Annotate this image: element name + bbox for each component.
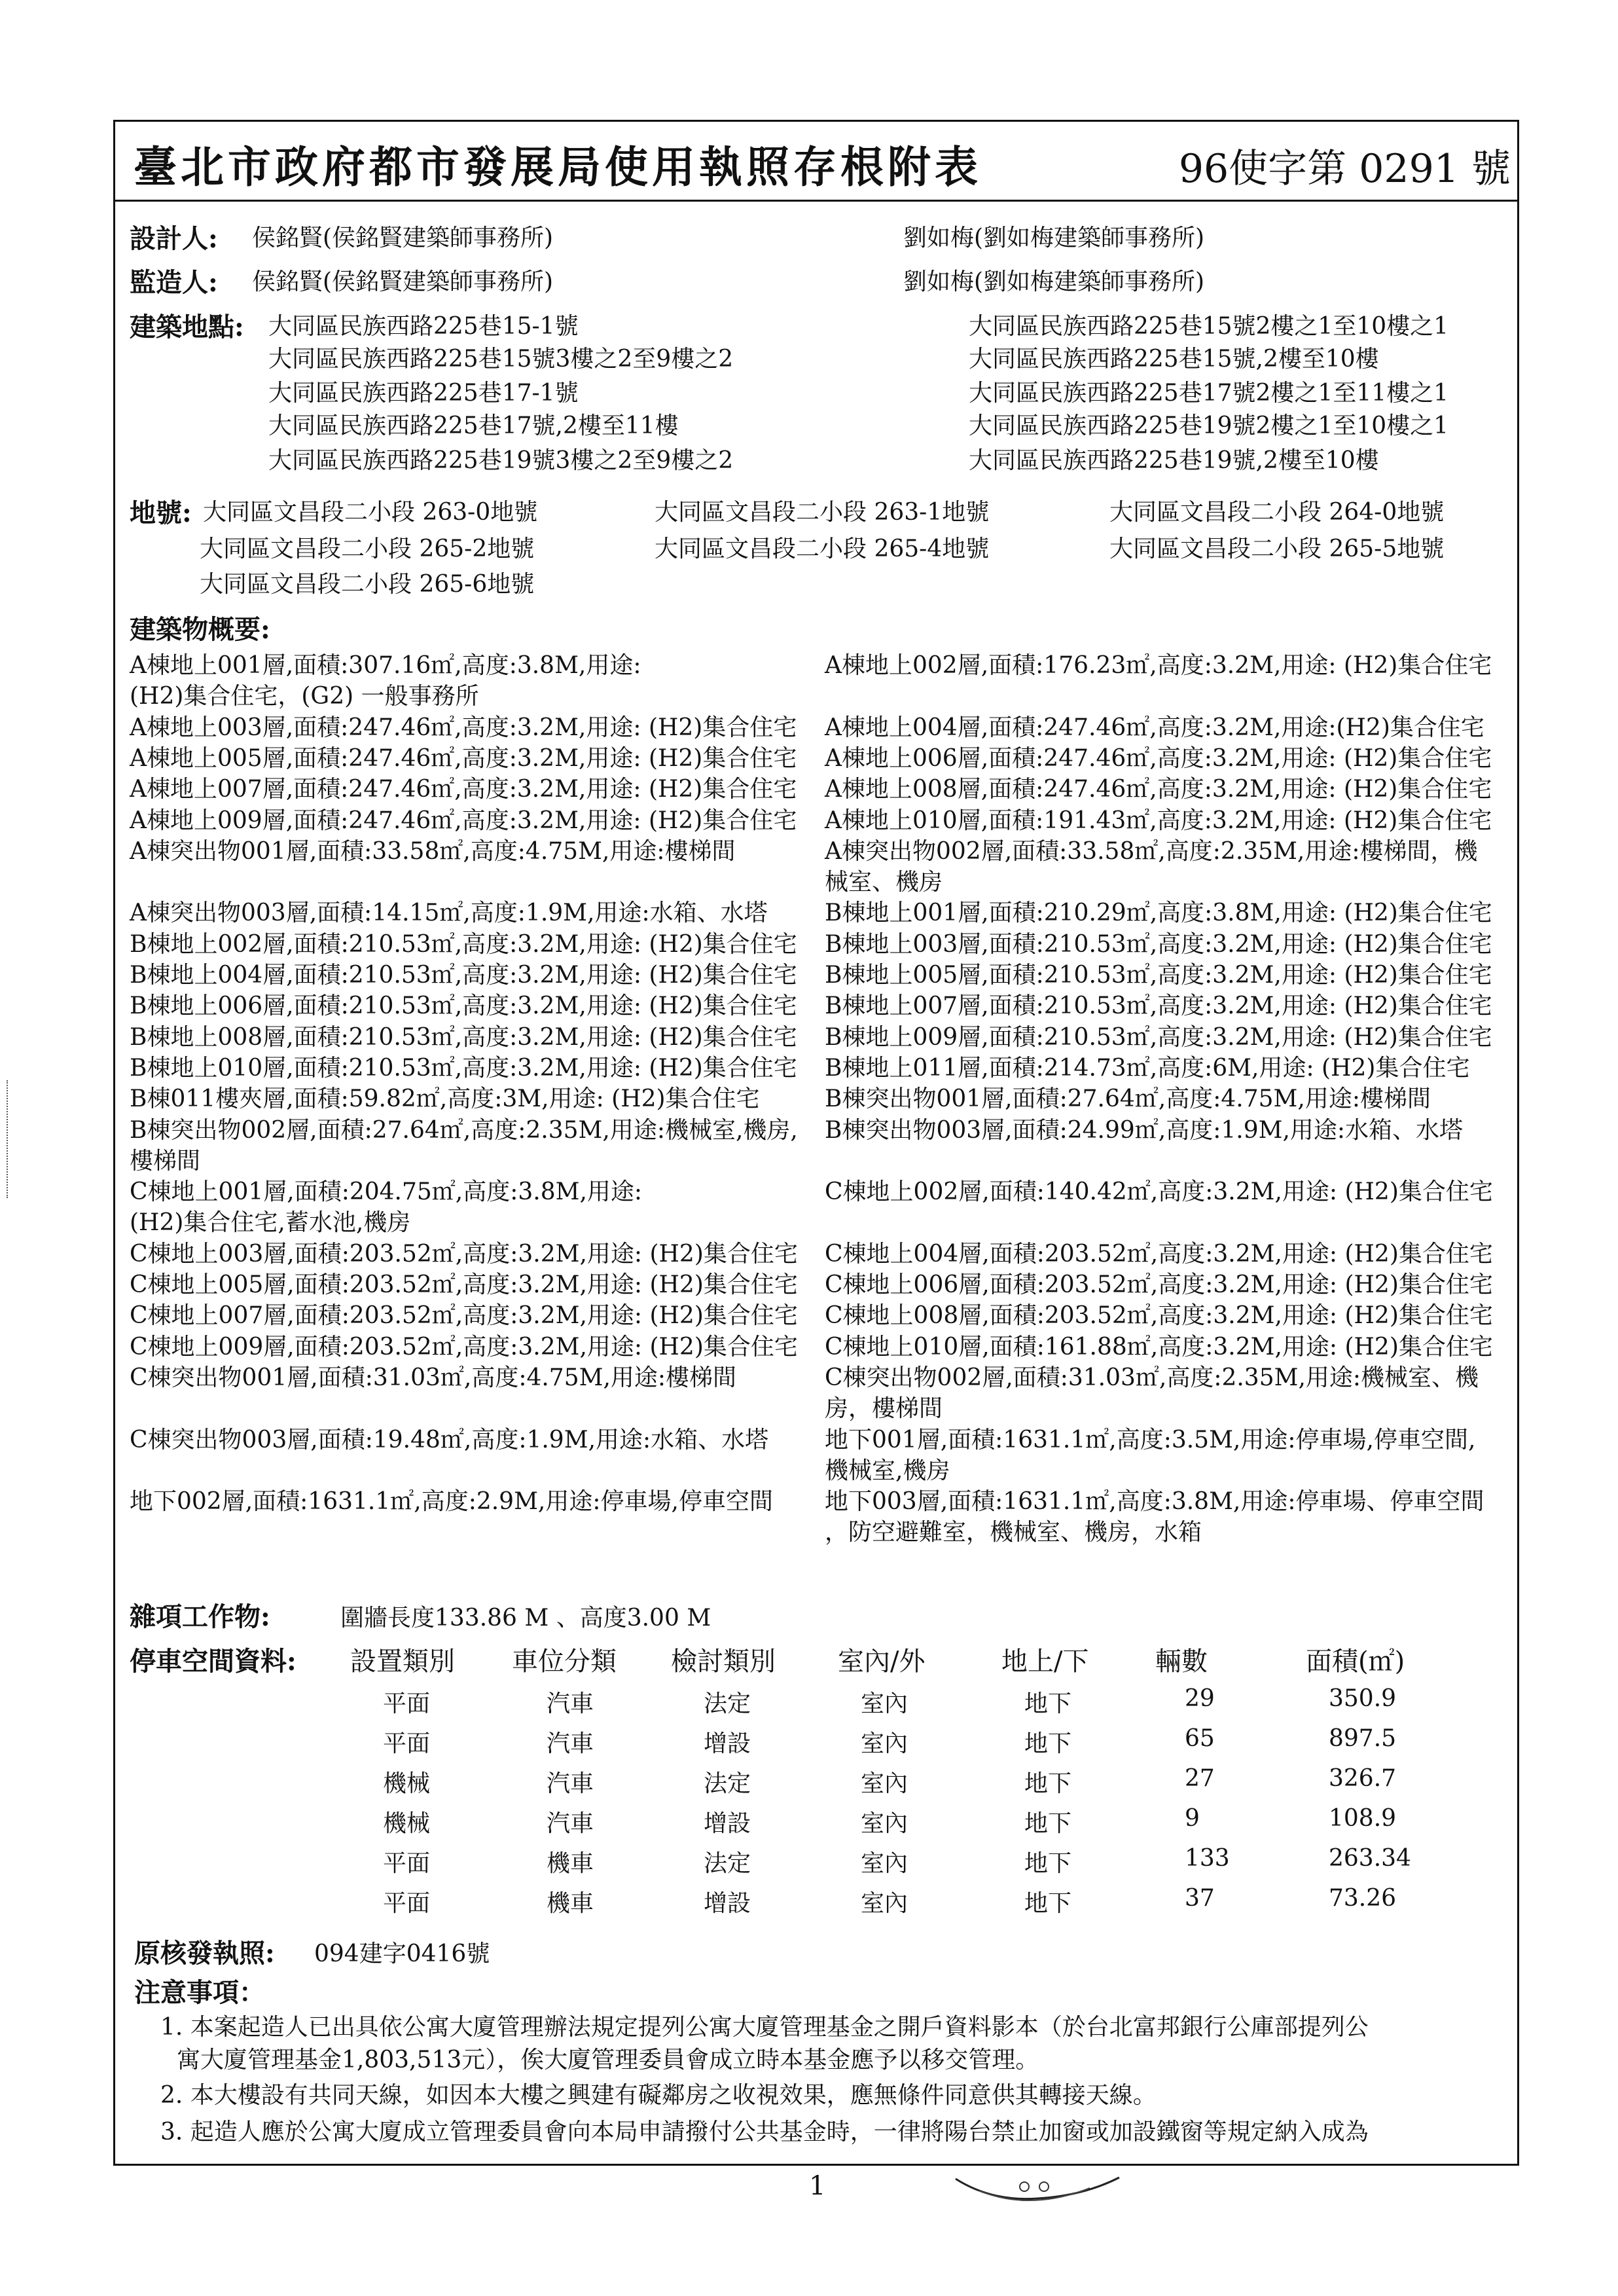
permit-number: 96使字第 0291 號 bbox=[1178, 146, 1511, 192]
overview-right-entry: ，防空避難室，機械室、機房，水箱 bbox=[825, 1519, 1202, 1546]
parking-cell: 地下 bbox=[1024, 1690, 1072, 1717]
overview-right-entry: C棟地上002層,面積:140.42㎡,高度:3.2M,用途: (H2)集合住宅 bbox=[825, 1178, 1493, 1206]
notes-label: 注意事項： bbox=[134, 1977, 265, 2008]
site-left-2: 大同區民族西路225巷15號3樓之2至9樓之2 bbox=[268, 346, 734, 373]
parking-cell: 增設 bbox=[704, 1730, 751, 1757]
overview-right-entry: 房，樓梯間 bbox=[825, 1395, 943, 1423]
overview-right-entry: A棟地上010層,面積:191.43㎡,高度:3.2M,用途: (H2)集合住宅 bbox=[825, 807, 1492, 834]
overview-right-entry: B棟地上005層,面積:210.53㎡,高度:3.2M,用途: (H2)集合住宅 bbox=[825, 962, 1492, 989]
parking-cell: 地下 bbox=[1024, 1730, 1072, 1757]
parking-cell: 29 bbox=[1185, 1685, 1215, 1712]
site-right-5: 大同區民族西路225巷19號,2樓至10樓 bbox=[969, 447, 1379, 474]
lot-item: 大同區文昌段二小段 265-5地號 bbox=[1109, 536, 1445, 562]
overview-right-entry: C棟地上004層,面積:203.52㎡,高度:3.2M,用途: (H2)集合住宅 bbox=[825, 1240, 1493, 1267]
overview-right-entry: A棟突出物002層,面積:33.58㎡,高度:2.35M,用途:樓梯間，機 bbox=[825, 837, 1478, 865]
parking-cell: 平面 bbox=[383, 1850, 431, 1877]
site-right-4: 大同區民族西路225巷19號2樓之1至10樓之1 bbox=[969, 412, 1449, 439]
overview-right-entry: 械室、機房 bbox=[825, 869, 943, 896]
overview-left-entry: A棟地上007層,面積:247.46㎡,高度:3.2M,用途: (H2)集合住宅 bbox=[130, 776, 797, 803]
overview-right-entry: 機械室,機房 bbox=[825, 1457, 950, 1484]
overview-right-entry: B棟地上003層,面積:210.53㎡,高度:3.2M,用途: (H2)集合住宅 bbox=[825, 930, 1492, 958]
lots-label: 地號: bbox=[130, 498, 192, 528]
parking-cell: 法定 bbox=[704, 1770, 751, 1797]
supervisor-right: 劉如梅(劉如梅建築師事務所) bbox=[903, 268, 1205, 295]
supervisor-left: 侯銘賢(侯銘賢建築師事務所) bbox=[252, 268, 554, 295]
parking-cell: 室內 bbox=[861, 1770, 908, 1797]
overview-right-entry: B棟地上007層,面積:210.53㎡,高度:3.2M,用途: (H2)集合住宅 bbox=[825, 993, 1492, 1020]
overview-right-entry: 地下003層,面積:1631.1㎡,高度:3.8M,用途:停車場、停車空間 bbox=[825, 1488, 1484, 1516]
site-label: 建築地點: bbox=[130, 312, 244, 342]
overview-right-entry: 地下001層,面積:1631.1㎡,高度:3.5M,用途:停車場,停車空間, bbox=[825, 1426, 1476, 1453]
parking-header-cell: 設置類別 bbox=[350, 1647, 455, 1677]
overview-left-entry: B棟地上006層,面積:210.53㎡,高度:3.2M,用途: (H2)集合住宅 bbox=[130, 993, 797, 1020]
parking-cell: 室內 bbox=[861, 1690, 908, 1717]
misc-value: 圍牆長度133.86 M 、高度3.00 M bbox=[340, 1605, 711, 1631]
lot-item: 大同區文昌段二小段 264-0地號 bbox=[1109, 499, 1445, 526]
overview-right-entry: A棟地上008層,面積:247.46㎡,高度:3.2M,用途: (H2)集合住宅 bbox=[825, 776, 1492, 803]
site-left-4: 大同區民族西路225巷17號,2樓至11樓 bbox=[268, 412, 679, 439]
overview-left-entry: A棟地上003層,面積:247.46㎡,高度:3.2M,用途: (H2)集合住宅 bbox=[130, 714, 797, 741]
overview-left-entry: C棟地上009層,面積:203.52㎡,高度:3.2M,用途: (H2)集合住宅 bbox=[130, 1333, 798, 1360]
parking-cell: 室內 bbox=[861, 1730, 908, 1757]
overview-left-entry: A棟地上005層,面積:247.46㎡,高度:3.2M,用途: (H2)集合住宅 bbox=[130, 744, 797, 772]
parking-cell: 汽車 bbox=[547, 1730, 594, 1757]
parking-cell: 平面 bbox=[383, 1730, 431, 1757]
margin-dotted-mark bbox=[7, 1080, 9, 1198]
overview-left-entry: B棟地上004層,面積:210.53㎡,高度:3.2M,用途: (H2)集合住宅 bbox=[130, 962, 797, 989]
overview-left-entry: (H2)集合住宅,蓄水池,機房 bbox=[130, 1209, 411, 1237]
overview-left-entry: B棟突出物002層,面積:27.64㎡,高度:2.35M,用途:機械室,機房, bbox=[130, 1116, 798, 1144]
site-right-1: 大同區民族西路225巷15號2樓之1至10樓之1 bbox=[969, 313, 1449, 340]
overview-right-entry: C棟地上006層,面積:203.52㎡,高度:3.2M,用途: (H2)集合住宅 bbox=[825, 1271, 1493, 1298]
overview-left-entry: B棟地上002層,面積:210.53㎡,高度:3.2M,用途: (H2)集合住宅 bbox=[130, 930, 797, 958]
parking-cell: 機車 bbox=[547, 1890, 594, 1917]
parking-cell: 37 bbox=[1185, 1885, 1215, 1912]
note-line: 1. 本案起造人已出具依公寓大廈管理辦法規定提列公寓大廈管理基金之開戶資料影本（於台北富邦銀行公庫部提列公 bbox=[160, 2014, 1369, 2041]
site-right-2: 大同區民族西路225巷15號,2樓至10樓 bbox=[969, 346, 1379, 373]
page-number: 1 bbox=[809, 2171, 826, 2201]
original-permit-label: 原核發執照: bbox=[134, 1938, 275, 1969]
site-left-5: 大同區民族西路225巷19號3樓之2至9樓之2 bbox=[268, 447, 734, 474]
parking-cell: 汽車 bbox=[547, 1770, 594, 1797]
title-row bbox=[115, 122, 1517, 202]
overview-left-entry: C棟突出物003層,面積:19.48㎡,高度:1.9M,用途:水箱、水塔 bbox=[130, 1426, 769, 1453]
parking-cell: 897.5 bbox=[1329, 1725, 1397, 1752]
parking-header-cell: 面積(㎡) bbox=[1306, 1647, 1405, 1677]
designer-left: 侯銘賢(侯銘賢建築師事務所) bbox=[252, 225, 554, 251]
overview-left-entry: C棟突出物001層,面積:31.03㎡,高度:4.75M,用途:樓梯間 bbox=[130, 1364, 737, 1391]
parking-cell: 65 bbox=[1185, 1725, 1215, 1752]
overview-left-entry: C棟地上007層,面積:203.52㎡,高度:3.2M,用途: (H2)集合住宅 bbox=[130, 1302, 798, 1330]
overview-left-entry: A棟突出物003層,面積:14.15㎡,高度:1.9M,用途:水箱、水塔 bbox=[130, 900, 768, 927]
lot-item: 大同區文昌段二小段 263-0地號 bbox=[203, 499, 538, 526]
overview-right-entry: C棟突出物002層,面積:31.03㎡,高度:2.35M,用途:機械室、機 bbox=[825, 1364, 1479, 1391]
overview-right-entry: C棟地上008層,面積:203.52㎡,高度:3.2M,用途: (H2)集合住宅 bbox=[825, 1302, 1493, 1330]
overview-left-entry: C棟地上001層,面積:204.75㎡,高度:3.8M,用途: bbox=[130, 1178, 643, 1206]
parking-header-cell: 地上/下 bbox=[1001, 1647, 1089, 1677]
parking-cell: 增設 bbox=[704, 1810, 751, 1837]
parking-cell: 133 bbox=[1185, 1845, 1230, 1872]
overview-left-entry: C棟地上003層,面積:203.52㎡,高度:3.2M,用途: (H2)集合住宅 bbox=[130, 1240, 798, 1267]
overview-left-entry: A棟突出物001層,面積:33.58㎡,高度:4.75M,用途:樓梯間 bbox=[130, 837, 736, 865]
overview-right-entry: B棟地上001層,面積:210.29㎡,高度:3.8M,用途: (H2)集合住宅 bbox=[825, 900, 1492, 927]
lot-item: 大同區文昌段二小段 263-1地號 bbox=[655, 499, 990, 526]
parking-cell: 機械 bbox=[383, 1770, 431, 1797]
original-permit-value: 094建字0416號 bbox=[314, 1941, 490, 1967]
overview-left-entry: (H2)集合住宅，(G2) 一般事務所 bbox=[130, 683, 479, 710]
overview-left-entry: 地下002層,面積:1631.1㎡,高度:2.9M,用途:停車場,停車空間 bbox=[130, 1488, 773, 1516]
note-line: 3. 起造人應於公寓大廈成立管理委員會向本局申請撥付公共基金時，一律將陽台禁止加窗或加設鐵窗等規定納入成為 bbox=[160, 2119, 1369, 2145]
overview-right-entry: B棟地上009層,面積:210.53㎡,高度:3.2M,用途: (H2)集合住宅 bbox=[825, 1023, 1492, 1051]
parking-cell: 平面 bbox=[383, 1690, 431, 1717]
site-left-3: 大同區民族西路225巷17-1號 bbox=[268, 380, 579, 407]
parking-cell: 室內 bbox=[861, 1810, 908, 1837]
misc-label: 雜項工作物: bbox=[130, 1601, 270, 1632]
parking-header-cell: 檢討類別 bbox=[671, 1647, 776, 1677]
overview-right-entry: A棟地上006層,面積:247.46㎡,高度:3.2M,用途: (H2)集合住宅 bbox=[825, 744, 1492, 772]
parking-cell: 平面 bbox=[383, 1890, 431, 1917]
parking-cell: 地下 bbox=[1024, 1850, 1072, 1877]
parking-header-cell: 車位分類 bbox=[512, 1647, 617, 1677]
overview-left-entry: C棟地上005層,面積:203.52㎡,高度:3.2M,用途: (H2)集合住宅 bbox=[130, 1271, 798, 1298]
overview-right-entry: B棟地上011層,面積:214.73㎡,高度:6M,用途: (H2)集合住宅 bbox=[825, 1054, 1470, 1082]
parking-cell: 法定 bbox=[704, 1850, 751, 1877]
overview-right-entry: B棟突出物001層,面積:27.64㎡,高度:4.75M,用途:樓梯間 bbox=[825, 1085, 1431, 1113]
parking-cell: 機械 bbox=[383, 1810, 431, 1837]
lot-item: 大同區文昌段二小段 265-2地號 bbox=[200, 536, 535, 562]
parking-cell: 地下 bbox=[1024, 1890, 1072, 1917]
parking-header-cell: 輛數 bbox=[1155, 1647, 1208, 1677]
overview-right-entry: C棟地上010層,面積:161.88㎡,高度:3.2M,用途: (H2)集合住宅 bbox=[825, 1333, 1493, 1360]
lot-item: 大同區文昌段二小段 265-6地號 bbox=[200, 571, 535, 598]
overview-left-entry: A棟地上001層,面積:307.16㎡,高度:3.8M,用途: bbox=[130, 652, 641, 679]
overview-right-entry: A棟地上002層,面積:176.23㎡,高度:3.2M,用途: (H2)集合住宅 bbox=[825, 652, 1492, 679]
designer-right: 劉如梅(劉如梅建築師事務所) bbox=[903, 225, 1205, 251]
parking-cell: 地下 bbox=[1024, 1810, 1072, 1837]
overview-left-entry: B棟地上010層,面積:210.53㎡,高度:3.2M,用途: (H2)集合住宅 bbox=[130, 1054, 797, 1082]
parking-cell: 73.26 bbox=[1329, 1885, 1397, 1912]
overview-right-entry: A棟地上004層,面積:247.46㎡,高度:3.2M,用途:(H2)集合住宅 bbox=[825, 714, 1484, 741]
overview-label: 建築物概要: bbox=[130, 614, 270, 645]
parking-cell: 室內 bbox=[861, 1890, 908, 1917]
parking-cell: 108.9 bbox=[1329, 1805, 1397, 1832]
note-line: 寓大廈管理基金1,803,513元），俟大廈管理委員會成立時本基金應予以移交管理。 bbox=[177, 2047, 1039, 2073]
parking-cell: 9 bbox=[1185, 1805, 1200, 1832]
parking-header-cell: 室內/外 bbox=[838, 1647, 926, 1677]
overview-left-entry: B棟011樓夾層,面積:59.82㎡,高度:3M,用途: (H2)集合住宅 bbox=[130, 1085, 760, 1113]
overview-left-entry: A棟地上009層,面積:247.46㎡,高度:3.2M,用途: (H2)集合住宅 bbox=[130, 807, 797, 834]
parking-cell: 地下 bbox=[1024, 1770, 1072, 1797]
document-title: 臺北市政府都市發展局使用執照存根附表 bbox=[134, 141, 982, 192]
designer-label: 設計人: bbox=[130, 223, 218, 254]
lot-item: 大同區文昌段二小段 265-4地號 bbox=[655, 536, 990, 562]
parking-cell: 263.34 bbox=[1329, 1845, 1411, 1872]
parking-cell: 汽車 bbox=[547, 1690, 594, 1717]
overview-right-entry: B棟突出物003層,面積:24.99㎡,高度:1.9M,用途:水箱、水塔 bbox=[825, 1116, 1464, 1144]
supervisor-label: 監造人: bbox=[130, 267, 218, 298]
parking-cell: 增設 bbox=[704, 1890, 751, 1917]
site-right-3: 大同區民族西路225巷17號2樓之1至11樓之1 bbox=[969, 380, 1449, 407]
overview-left-entry: 樓梯間 bbox=[130, 1147, 201, 1175]
parking-cell: 法定 bbox=[704, 1690, 751, 1717]
parking-cell: 室內 bbox=[861, 1850, 908, 1877]
parking-cell: 350.9 bbox=[1329, 1685, 1397, 1712]
note-line: 2. 本大樓設有共同天線，如因本大樓之興建有礙鄰房之收視效果，應無條件同意供其轉接天線。 bbox=[160, 2082, 1157, 2109]
parking-label: 停車空間資料: bbox=[130, 1646, 297, 1677]
parking-cell: 汽車 bbox=[547, 1810, 594, 1837]
site-left-1: 大同區民族西路225巷15-1號 bbox=[268, 313, 579, 340]
overview-left-entry: B棟地上008層,面積:210.53㎡,高度:3.2M,用途: (H2)集合住宅 bbox=[130, 1023, 797, 1051]
parking-cell: 27 bbox=[1185, 1765, 1215, 1792]
parking-cell: 機車 bbox=[547, 1850, 594, 1877]
parking-cell: 326.7 bbox=[1329, 1765, 1397, 1792]
seal-stamp-icon bbox=[952, 2172, 1123, 2212]
